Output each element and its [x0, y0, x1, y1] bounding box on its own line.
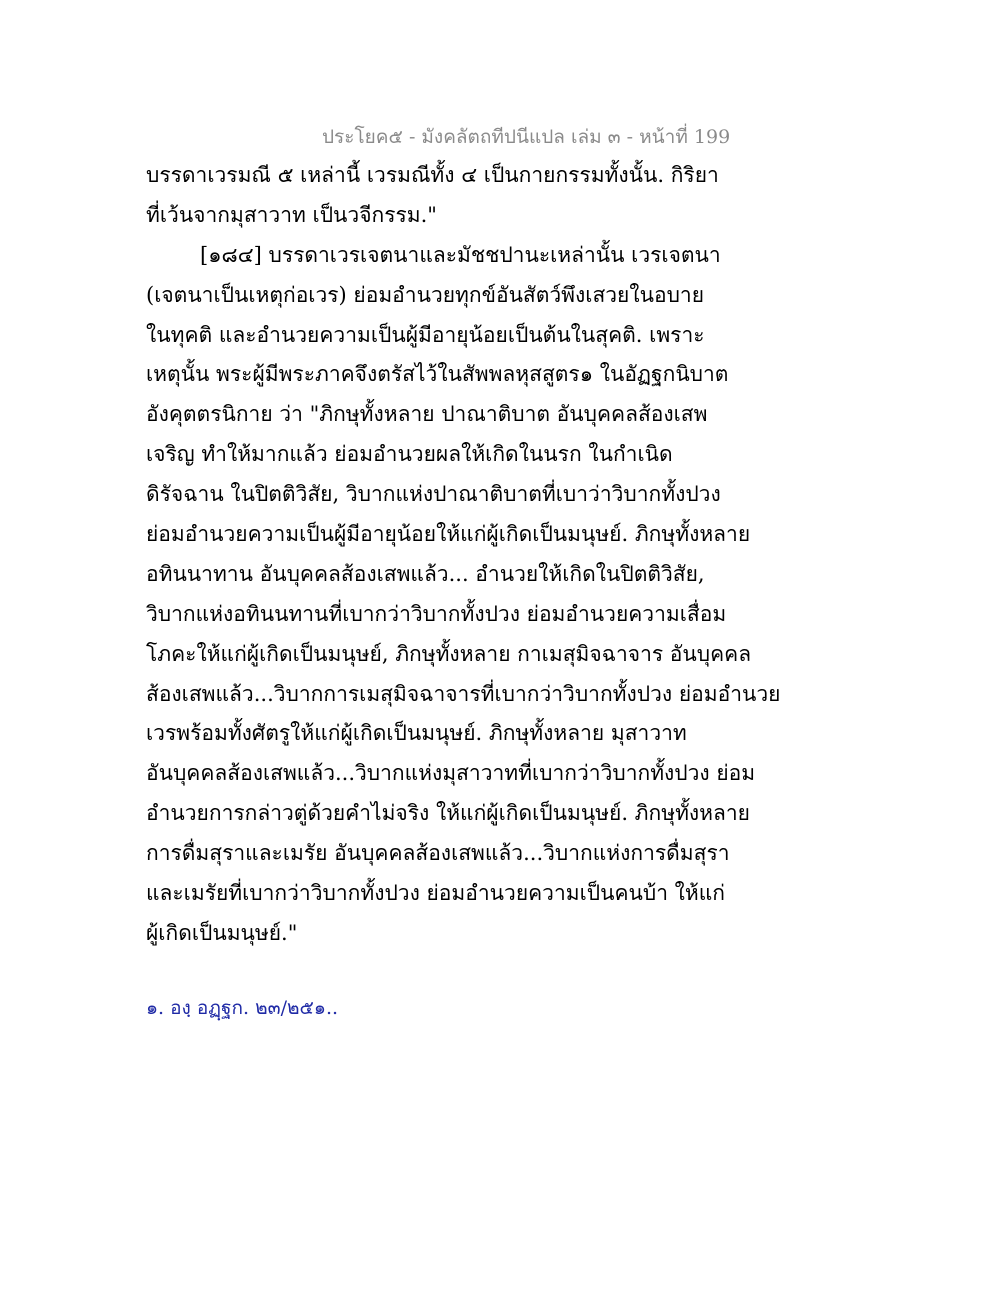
paragraph-start-line: [๑๘๔] บรรดาเวรเจตนาและมัชชปานะเหล่านั้น เวรเจตนา: [200, 242, 721, 267]
text-line: (เจตนาเป็นเหตุก่อเวร) ย่อมอำนวยทุกข์อันสัตว์พึงเสวยในอบาย: [146, 282, 705, 307]
text-line: ผู้เกิดเป็นมนุษย์.": [146, 920, 298, 945]
text-line: และเมรัยที่เบากว่าวิบากทั้งปวง ย่อมอำนวยความเป็นคนบ้า ให้แก่: [146, 881, 726, 906]
text-line: ในทุคติ และอำนวยความเป็นผู้มีอายุน้อยเป็นต้นในสุคติ. เพราะ: [146, 322, 705, 347]
text-line: ย่อมอำนวยความเป็นผู้มีอายุน้อยให้แก่ผู้เกิดเป็นมนุษย์. ภิกษุทั้งหลาย: [146, 522, 751, 547]
text-line: โภคะให้แก่ผู้เกิดเป็นมนุษย์, ภิกษุทั้งหลาย กาเมสุมิจฉาจาร อันบุคคล: [146, 641, 752, 666]
footnote: ๑. องฺ อฏฺฐก. ๒๓/๒๕๑..: [146, 997, 339, 1019]
text-line: ที่เว้นจากมุสาวาท เป็นวจีกรรม.": [146, 202, 437, 227]
text-line: การดื่มสุราและเมรัย อันบุคคลส้องเสพแล้ว...วิบากแห่งการดื่มสุรา: [146, 841, 730, 866]
text-line: เวรพร้อมทั้งศัตรูให้แก่ผู้เกิดเป็นมนุษย์. ภิกษุทั้งหลาย มุสาวาท: [146, 721, 687, 746]
text-line: วิบากแห่งอทินนทานที่เบากว่าวิบากทั้งปวง ย่อมอำนวยความเสื่อม: [146, 601, 727, 626]
text-line: อังคุตตรนิกาย ว่า "ภิกษุทั้งหลาย ปาณาติบาต อันบุคคลส้องเสพ: [146, 402, 708, 427]
text-line: เหตุนั้น พระผู้มีพระภาคจึงตรัสไว้ในสัพพลหุสสูตร๑ ในอัฏฐกนิบาต: [146, 362, 729, 387]
text-line: เจริญ ทำให้มากแล้ว ย่อมอำนวยผลให้เกิดในนรก ในกำเนิด: [146, 442, 673, 467]
text-line: ส้องเสพแล้ว...วิบากการเมสุมิจฉาจารที่เบากว่าวิบากทั้งปวง ย่อมอำนวย: [146, 681, 781, 706]
text-line: อำนวยการกล่าวตู่ด้วยคำไม่จริง ให้แก่ผู้เกิดเป็นมนุษย์. ภิกษุทั้งหลาย: [146, 801, 750, 826]
text-line: อันบุคคลส้องเสพแล้ว...วิบากแห่งมุสาวาทที่เบากว่าวิบากทั้งปวง ย่อม: [146, 761, 756, 786]
page-header: ประโยค๕ - มังคลัตถทีปนีแปล เล่ม ๓ - หน้าที่ 199: [322, 126, 731, 148]
text-line: ดิรัจฉาน ในปิตติวิสัย, วิบากแห่งปาณาติบาตที่เบาว่าวิบากทั้งปวง: [146, 482, 721, 507]
body-text: [146, 156, 781, 954]
text-line: บรรดาเวรมณี ๕ เหล่านี้ เวรมณีทั้ง ๔ เป็นกายกรรมทั้งนั้น. กิริยา: [146, 163, 719, 187]
text-line: อทินนาทาน อันบุคคลส้องเสพแล้ว... อำนวยให้เกิดในปิตติวิสัย,: [146, 561, 705, 586]
